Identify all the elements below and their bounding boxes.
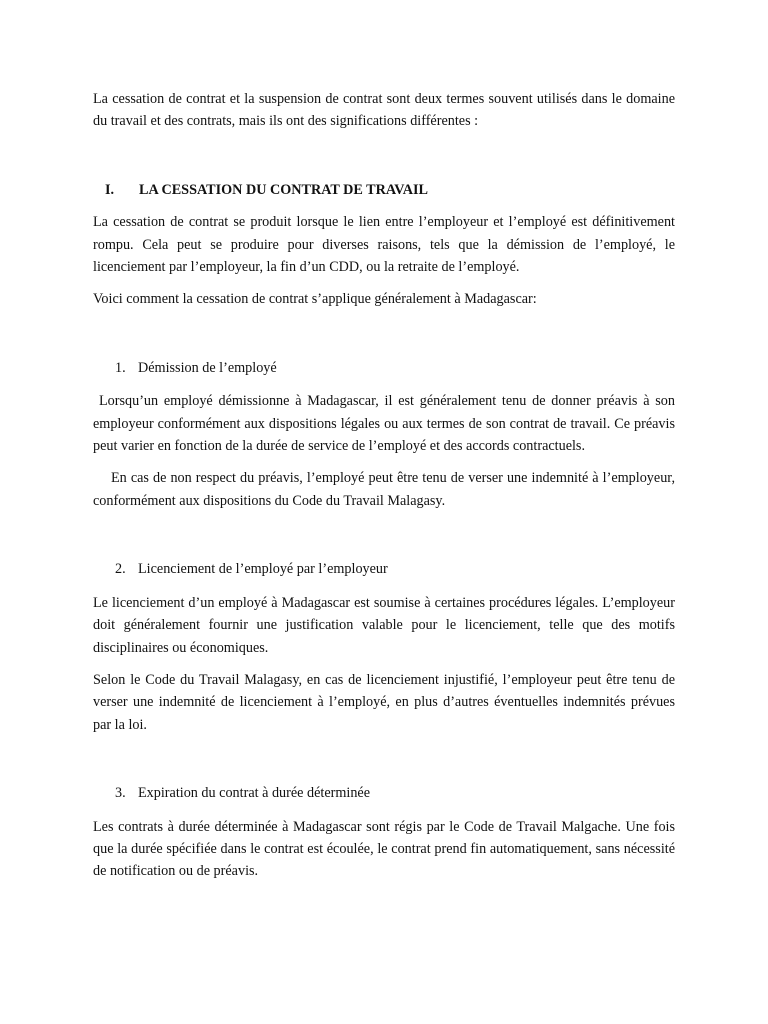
item-paragraph: Lorsqu’un employé démissionne à Madagascar, il est généralement tenu de donner préavis à son employeur conformément aux dispositions légales ou aux termes de son contrat de travail. Ce préavis peut varier en fonction de la durée de service de l’employé et des accords contractuels. [93,393,675,455]
section-title: LA CESSATION DU CONTRAT DE TRAVAIL [139,181,428,198]
intro-paragraph: La cessation de contrat et la suspension de contrat sont deux termes souvent utilisés dans le domaine du travail et des contrats, mais ils ont des significations différentes : [93,91,675,130]
list-item-heading [93,357,675,379]
list-item-number: 2. [115,561,126,578]
section-paragraph: La cessation de contrat se produit lorsque le lien entre l’employeur et l’employé est définitivement rompu. Cela peut se produire pour diverses raisons, tels que la démission de l’employé, le licenciement par l’employeur, la fin d’un CDD, ou la retraite de l’employé. [93,214,675,276]
item-paragraph: En cas de non respect du préavis, l’employé peut être tenu de verser une indemnité à l’employeur, conformément aux dispositions du Code du Travail Malagasy. [93,470,675,509]
list-item-number: 3. [115,785,126,802]
list-item-title: Démission de l’employé [138,359,277,376]
item-paragraph: Le licenciement d’un employé à Madagascar est soumise à certaines procédures légales. L’employeur doit généralement fournir une justification valable pour le licenciement, telle que des motifs disciplinaires ou économiques. [93,594,675,656]
list-item-heading [93,782,675,804]
item-paragraph: Les contrats à durée déterminée à Madagascar sont régis par le Code de Travail Malgache. Une fois que la durée spécifiée dans le contrat est écoulée, le contrat prend fin automatiquement, sans nécessité de notification ou de préavis. [93,818,675,880]
list-item-title: Licenciement de l’employé par l’employeur [138,561,388,578]
section-paragraph: Voici comment la cessation de contrat s’applique généralement à Madagascar: [93,291,537,308]
list-item-heading [93,558,675,580]
section-heading [93,179,675,201]
item-paragraph: Selon le Code du Travail Malagasy, en cas de licenciement injustifié, l’employeur peut être tenu de verser une indemnité de licenciement à l’employé, en plus d’autres éventuelles indemnités prévues par la loi. [93,671,675,733]
section-number: I. [105,181,115,198]
list-item-number: 1. [115,359,126,376]
document-page [93,88,675,893]
list-item-title: Expiration du contrat à durée déterminée [138,785,371,802]
